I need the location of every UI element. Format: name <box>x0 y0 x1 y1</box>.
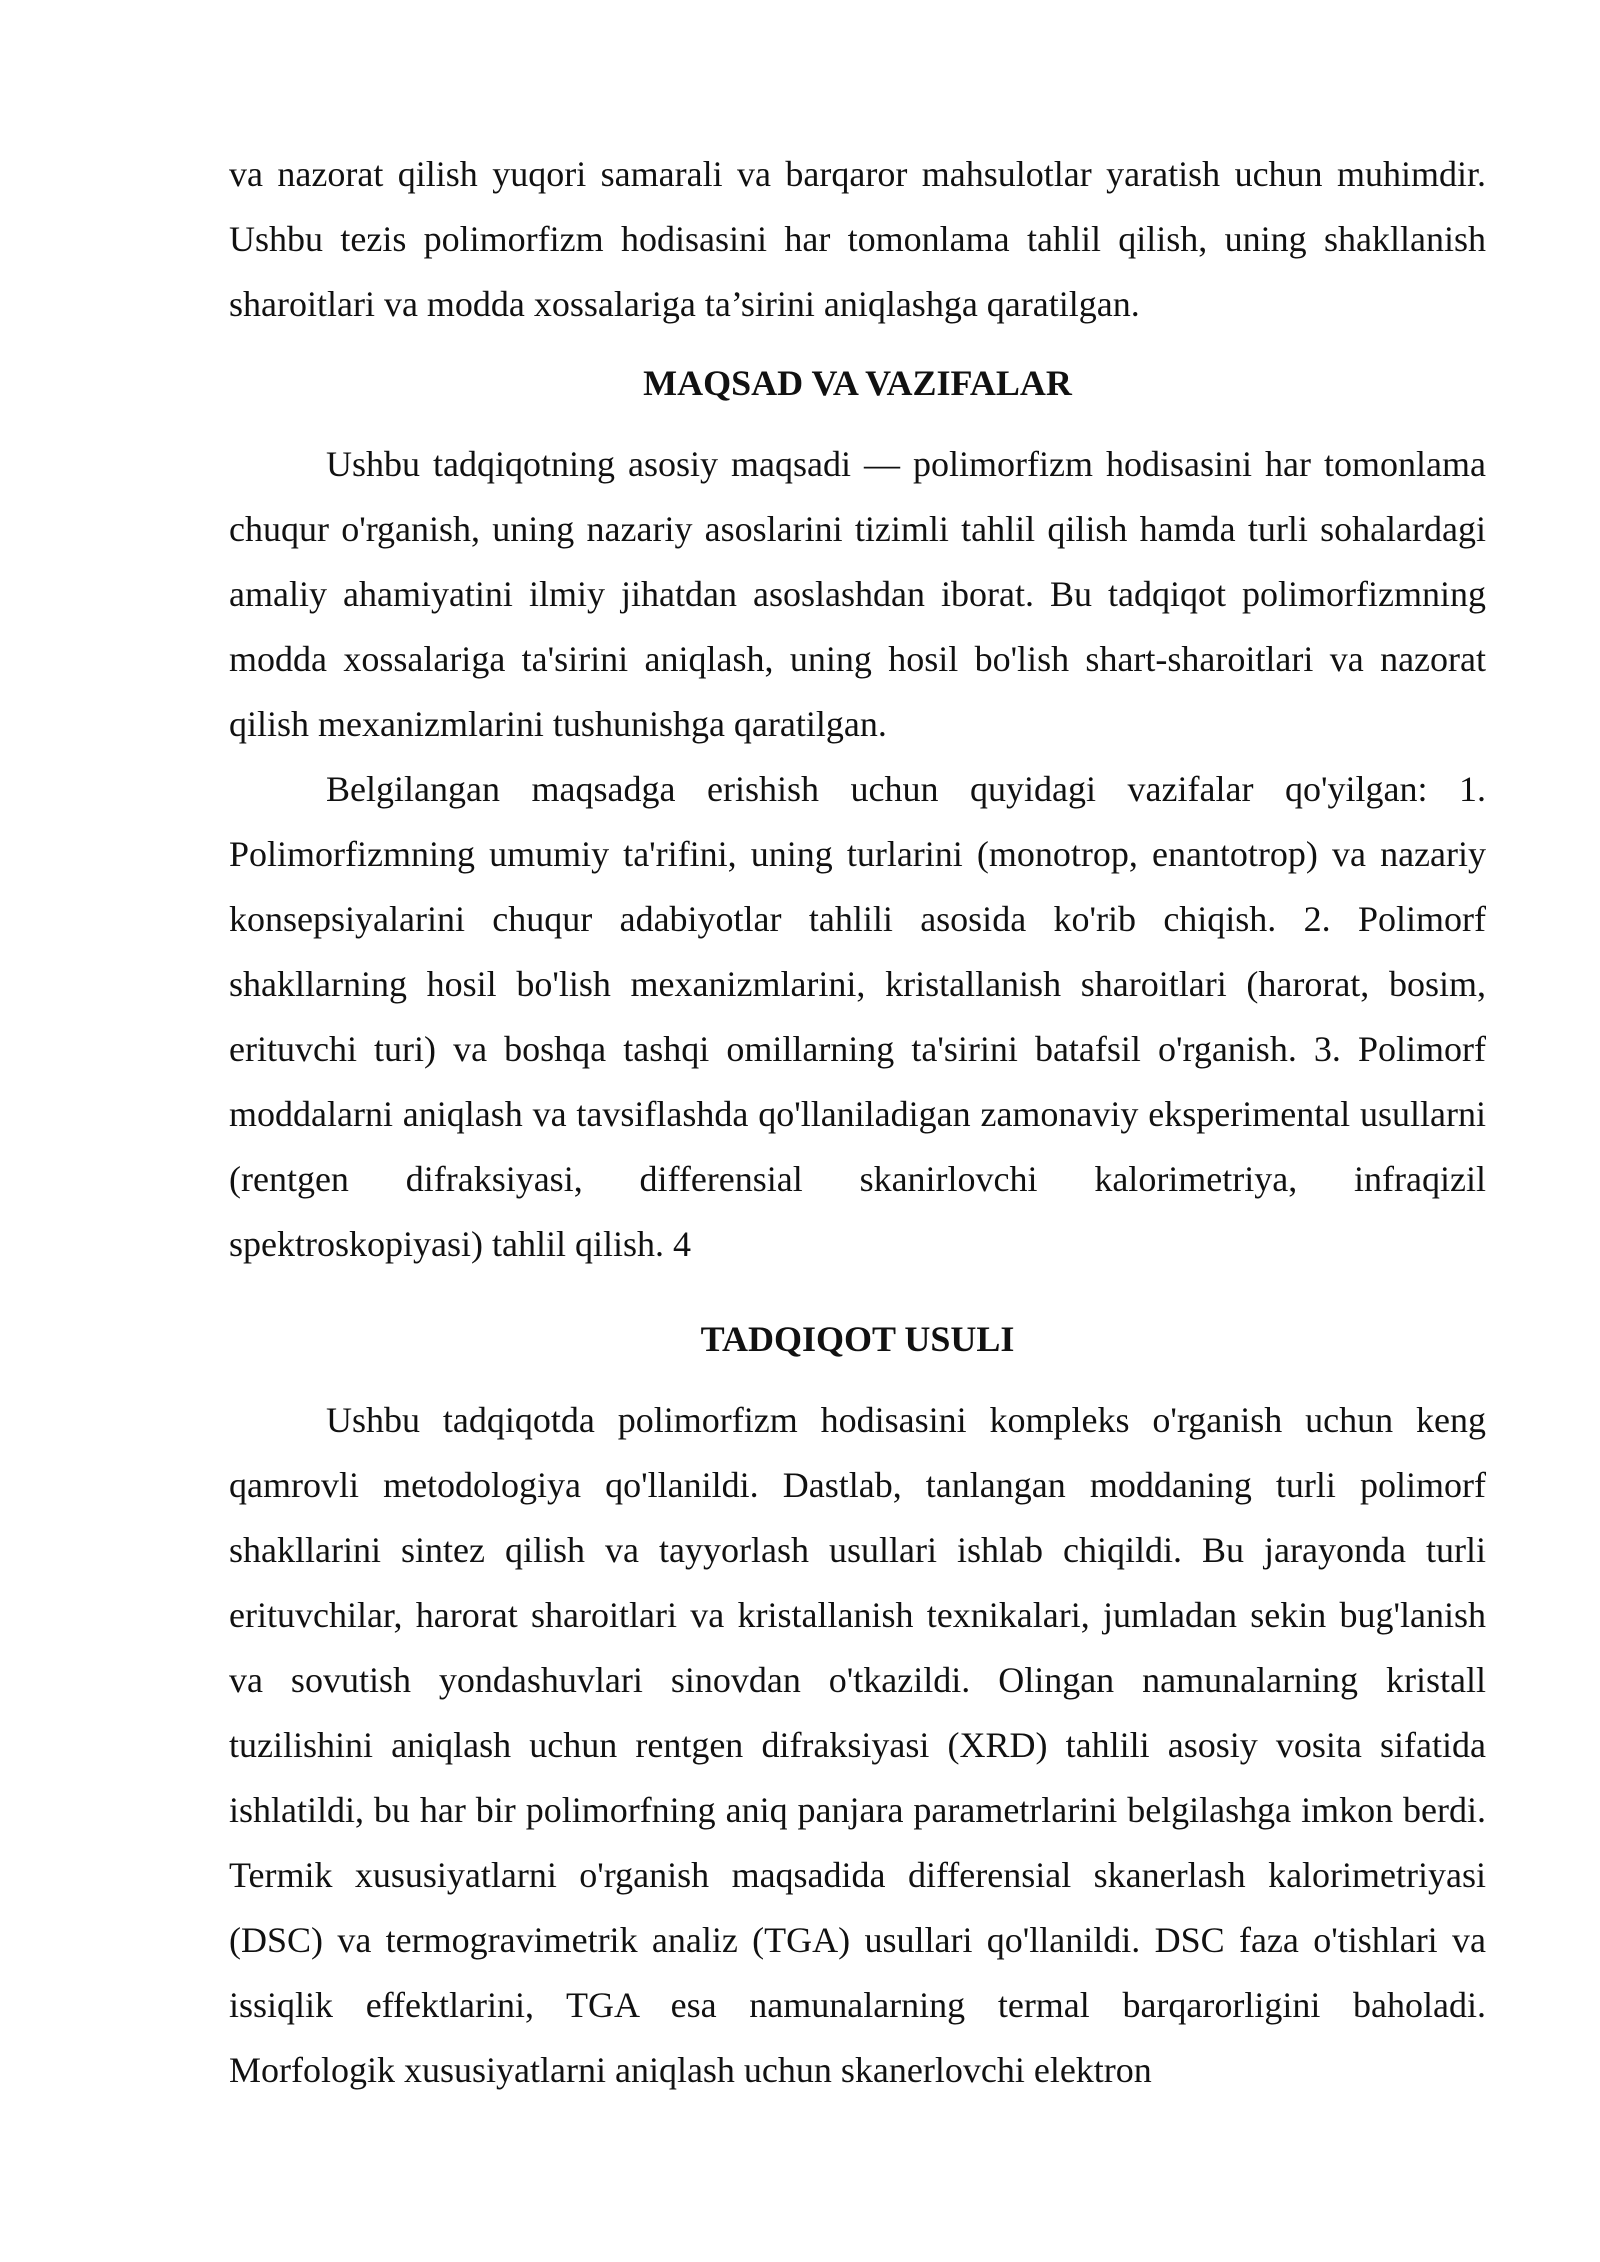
section-heading-maqsad: MAQSAD VA VAZIFALAR <box>643 363 1072 403</box>
intro-paragraph: va nazorat qilish yuqori samarali va barqaror mahsulotlar yaratish uchun muhimdir. Ushbu tezis polimorfizm hodisasini har tomonlama tahlil qilish, uning shakllanish sharoitlari va modda xossalariga ta’sirini aniqlashga qaratilgan. <box>229 154 1486 324</box>
document-page <box>229 142 1486 2103</box>
maqsad-paragraph-1: Ushbu tadqiqotning asosiy maqsadi — polimorfizm hodisasini har tomonlama chuqur o'rganish, uning nazariy asoslarini tizimli tahlil qilish hamda turli sohalardagi amaliy ahamiyatini ilmiy jihatdan asoslashdan iborat. Bu tadqiqot polimorfizmning modda xossalariga ta'sirini aniqlash, uning hosil bo'lish shart-sharoitlari va nazorat qilish mexanizmlarini tushunishga qaratilgan. <box>229 444 1486 744</box>
section-heading-usul: TADQIQOT USULI <box>700 1319 1015 1359</box>
usul-paragraph-1: Ushbu tadqiqotda polimorfizm hodisasini kompleks o'rganish uchun keng qamrovli metodologiya qo'llanildi. Dastlab, tanlangan moddaning turli polimorf shakllarini sintez qilish va tayyorlash usullari ishlab chiqildi. Bu jarayonda turli erituvchilar, harorat sharoitlari va kristallanish texnikalari, jumladan sekin bug'lanish va sovutish yondashuvlari sinovdan o'tkazildi. Olingan namunalarning kristall tuzilishini aniqlash uchun rentgen difraksiyasi (XRD) tahlili asosiy vosita sifatida ishlatildi, bu har bir polimorfning aniq panjara parametrlarini belgilashga imkon berdi. Termik xususiyatlarni o'rganish maqsadida differensial skanerlash kalorimetriyasi (DSC) va termogravimetrik analiz (TGA) usullari qo'llanildi. DSC faza o'tishlari va issiqlik effektlarini, TGA esa namunalarning termal barqarorligini baholadi. Morfologik xususiyatlarni aniqlash uchun skanerlovchi elektron <box>229 1400 1486 2090</box>
maqsad-paragraph-2: Belgilangan maqsadga erishish uchun quyidagi vazifalar qo'yilgan: 1. Polimorfizmning umumiy ta'rifini, uning turlarini (monotrop, enantotrop) va nazariy konsepsiyalarini chuqur adabiyotlar tahlili asosida ko'rib chiqish. 2. Polimorf shakllarning hosil bo'lish mexanizmlarini, kristallanish sharoitlari (harorat, bosim, erituvchi turi) va boshqa tashqi omillarning ta'sirini batafsil o'rganish. 3. Polimorf moddalarni aniqlash va tavsiflashda qo'llaniladigan zamonaviy eksperimental usullarni (rentgen difraksiyasi, differensial skanirlovchi kalorimetriya, infraqizil spektroskopiyasi) tahlil qilish. 4 <box>229 769 1486 1264</box>
